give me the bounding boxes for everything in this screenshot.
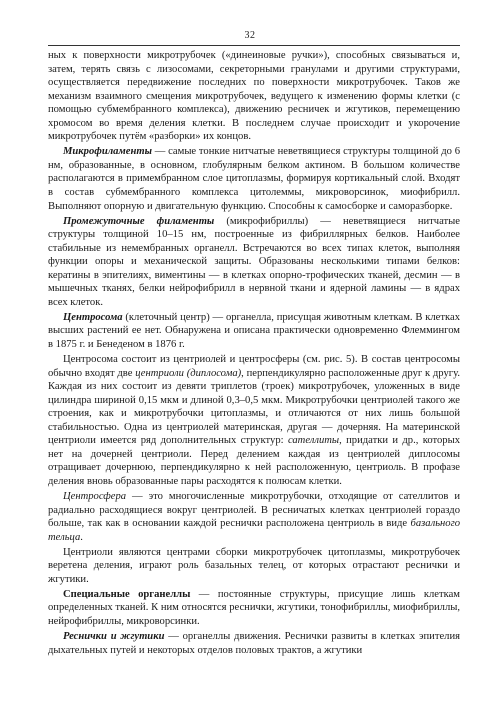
- term-bold-italic: Промежуточные филаменты: [63, 215, 215, 227]
- text-run: , придатки и др., которых нет на дочерней центриоли. Перед делением каждая из центриолей диплосомы отращивает дочернюю, перпендикулярно к ней расположенную, центриоль. В профазе деления вновь образованные пары расходятся к полюсам клетки.: [48, 435, 460, 487]
- paragraph: [48, 145, 460, 213]
- term-bold-italic: Реснички и жгутики: [63, 630, 165, 642]
- paragraph: [48, 490, 460, 544]
- paragraph: [48, 49, 460, 144]
- text-run: ных к поверхности микротрубочек («динеиновые ручки»), способных связываться и, затем, терять связь с лизосомами, секреторными гранулами и другими структурами, осуществляется передвижение последних по поверхности микротрубочек. Таков же механизм взаимного смещения микротрубочек, ведущего к изменению формы клетки (с помощью субмембранного комплекса), движению ресничек и жгутиков, перемещению хромосом во время деления клетки. В последнем случае происходит и укорочение микротрубочек путём «разборки» их концов.: [48, 50, 460, 143]
- header-rule: [48, 45, 460, 46]
- body-text: [48, 49, 460, 659]
- text-run: (микрофибриллы) — неветвящиеся нитчатые структуры толщиной 10–15 нм, построенные из фибриллярных белков. Наиболее стабильные из немембранных органелл. Встречаются во всех типах клеток, выполняя функции опоры и механической защиты. Образованы несколькими типами белков: кератины в эпителиях, виментины — в клетках опорно-трофических тканей, десмин — в мышечных тканях, белки нейрофибрилл в нервной ткани и ядерной ламины — в ядрах всех клеток.: [48, 215, 461, 308]
- italic-term: базального тельца: [48, 518, 460, 543]
- text-run: , перпендикулярно расположенные друг к другу. Каждая из них состоит из девяти триплетов (троек) микротрубочек, уложенных в виде цилиндра шириной 0,15 мкм и длиной 0,3–0,5 мкм. Микротрубочки центриолей такого же строения, как и микротрубочки цитоплазмы, и отличаются от них лишь большой стабильностью. Одна из центриолей материнская, другая — дочерняя. На материнской центриоли имеется ряд дополнительных структур:: [48, 367, 460, 447]
- paragraph: [48, 630, 460, 657]
- text-run: Центриоли являются центрами сборки микротрубочек цитоплазмы, микротрубочек веретена деления, играют роль базальных телец, от которых отрастают реснички и жгутики.: [48, 546, 460, 585]
- text-run: — это многочисленные микротрубочки, отходящие от сателлитов и радиально расходящиеся вокруг центриолей. В ресничатых клетках центриолей гораздо больше, так как в основании каждой реснички расположена центриоль в виде: [48, 491, 460, 530]
- paragraph: [48, 546, 460, 587]
- page-number: 32: [244, 30, 256, 41]
- text-run: (клеточный центр) — органелла, присущая животным клеткам. В клетках высших растений ее нет. Обнаружена и описана практически одновременно Флеммингом в 1875 г. и Бенеденом в 1876 г.: [48, 311, 460, 350]
- text-run: — органеллы движения. Реснички развиты в клетках эпителия дыхательных путей и некоторых отделов половых трактов, а жгутики: [48, 630, 460, 656]
- term-bold-italic: Центросома: [63, 311, 123, 323]
- text-run: Центросома состоит из центриолей и центросферы (см. рис. 5). В состав центросомы обычно входят две: [48, 354, 460, 379]
- text-run: — постоянные структуры, присущие лишь клеткам определенных тканей. К ним относятся реснички, жгутики, тонофибриллы, миофибриллы, нейрофибриллы, микроворсинки.: [48, 588, 460, 627]
- paragraph: [48, 353, 460, 488]
- italic-term: Центросфера: [63, 491, 127, 502]
- paragraph: [48, 311, 460, 352]
- term-bold: Специальные органеллы: [63, 588, 191, 600]
- italic-term: сателлиты: [287, 435, 340, 447]
- term-bold-italic: Микрофиламенты: [63, 146, 152, 158]
- italic-term: центриоли (диплосома): [135, 367, 242, 379]
- text-run: — самые тонкие нитчатые неветвящиеся структуры толщиной до 6 нм, образованные, в основном, глобулярным белком актином. В большом количестве располагаются в примембранном слое цитоплазмы, формируя кортикальный слой. Входят в состав субмембранного комплекса цитолеммы, микроворсинок, миофибрилл. Выполняют опорную и двигательную функцию. Способны к самосборке и саморазборке.: [48, 146, 460, 212]
- paragraph: [48, 215, 460, 310]
- paragraph: [48, 588, 460, 629]
- text-run: .: [80, 531, 83, 543]
